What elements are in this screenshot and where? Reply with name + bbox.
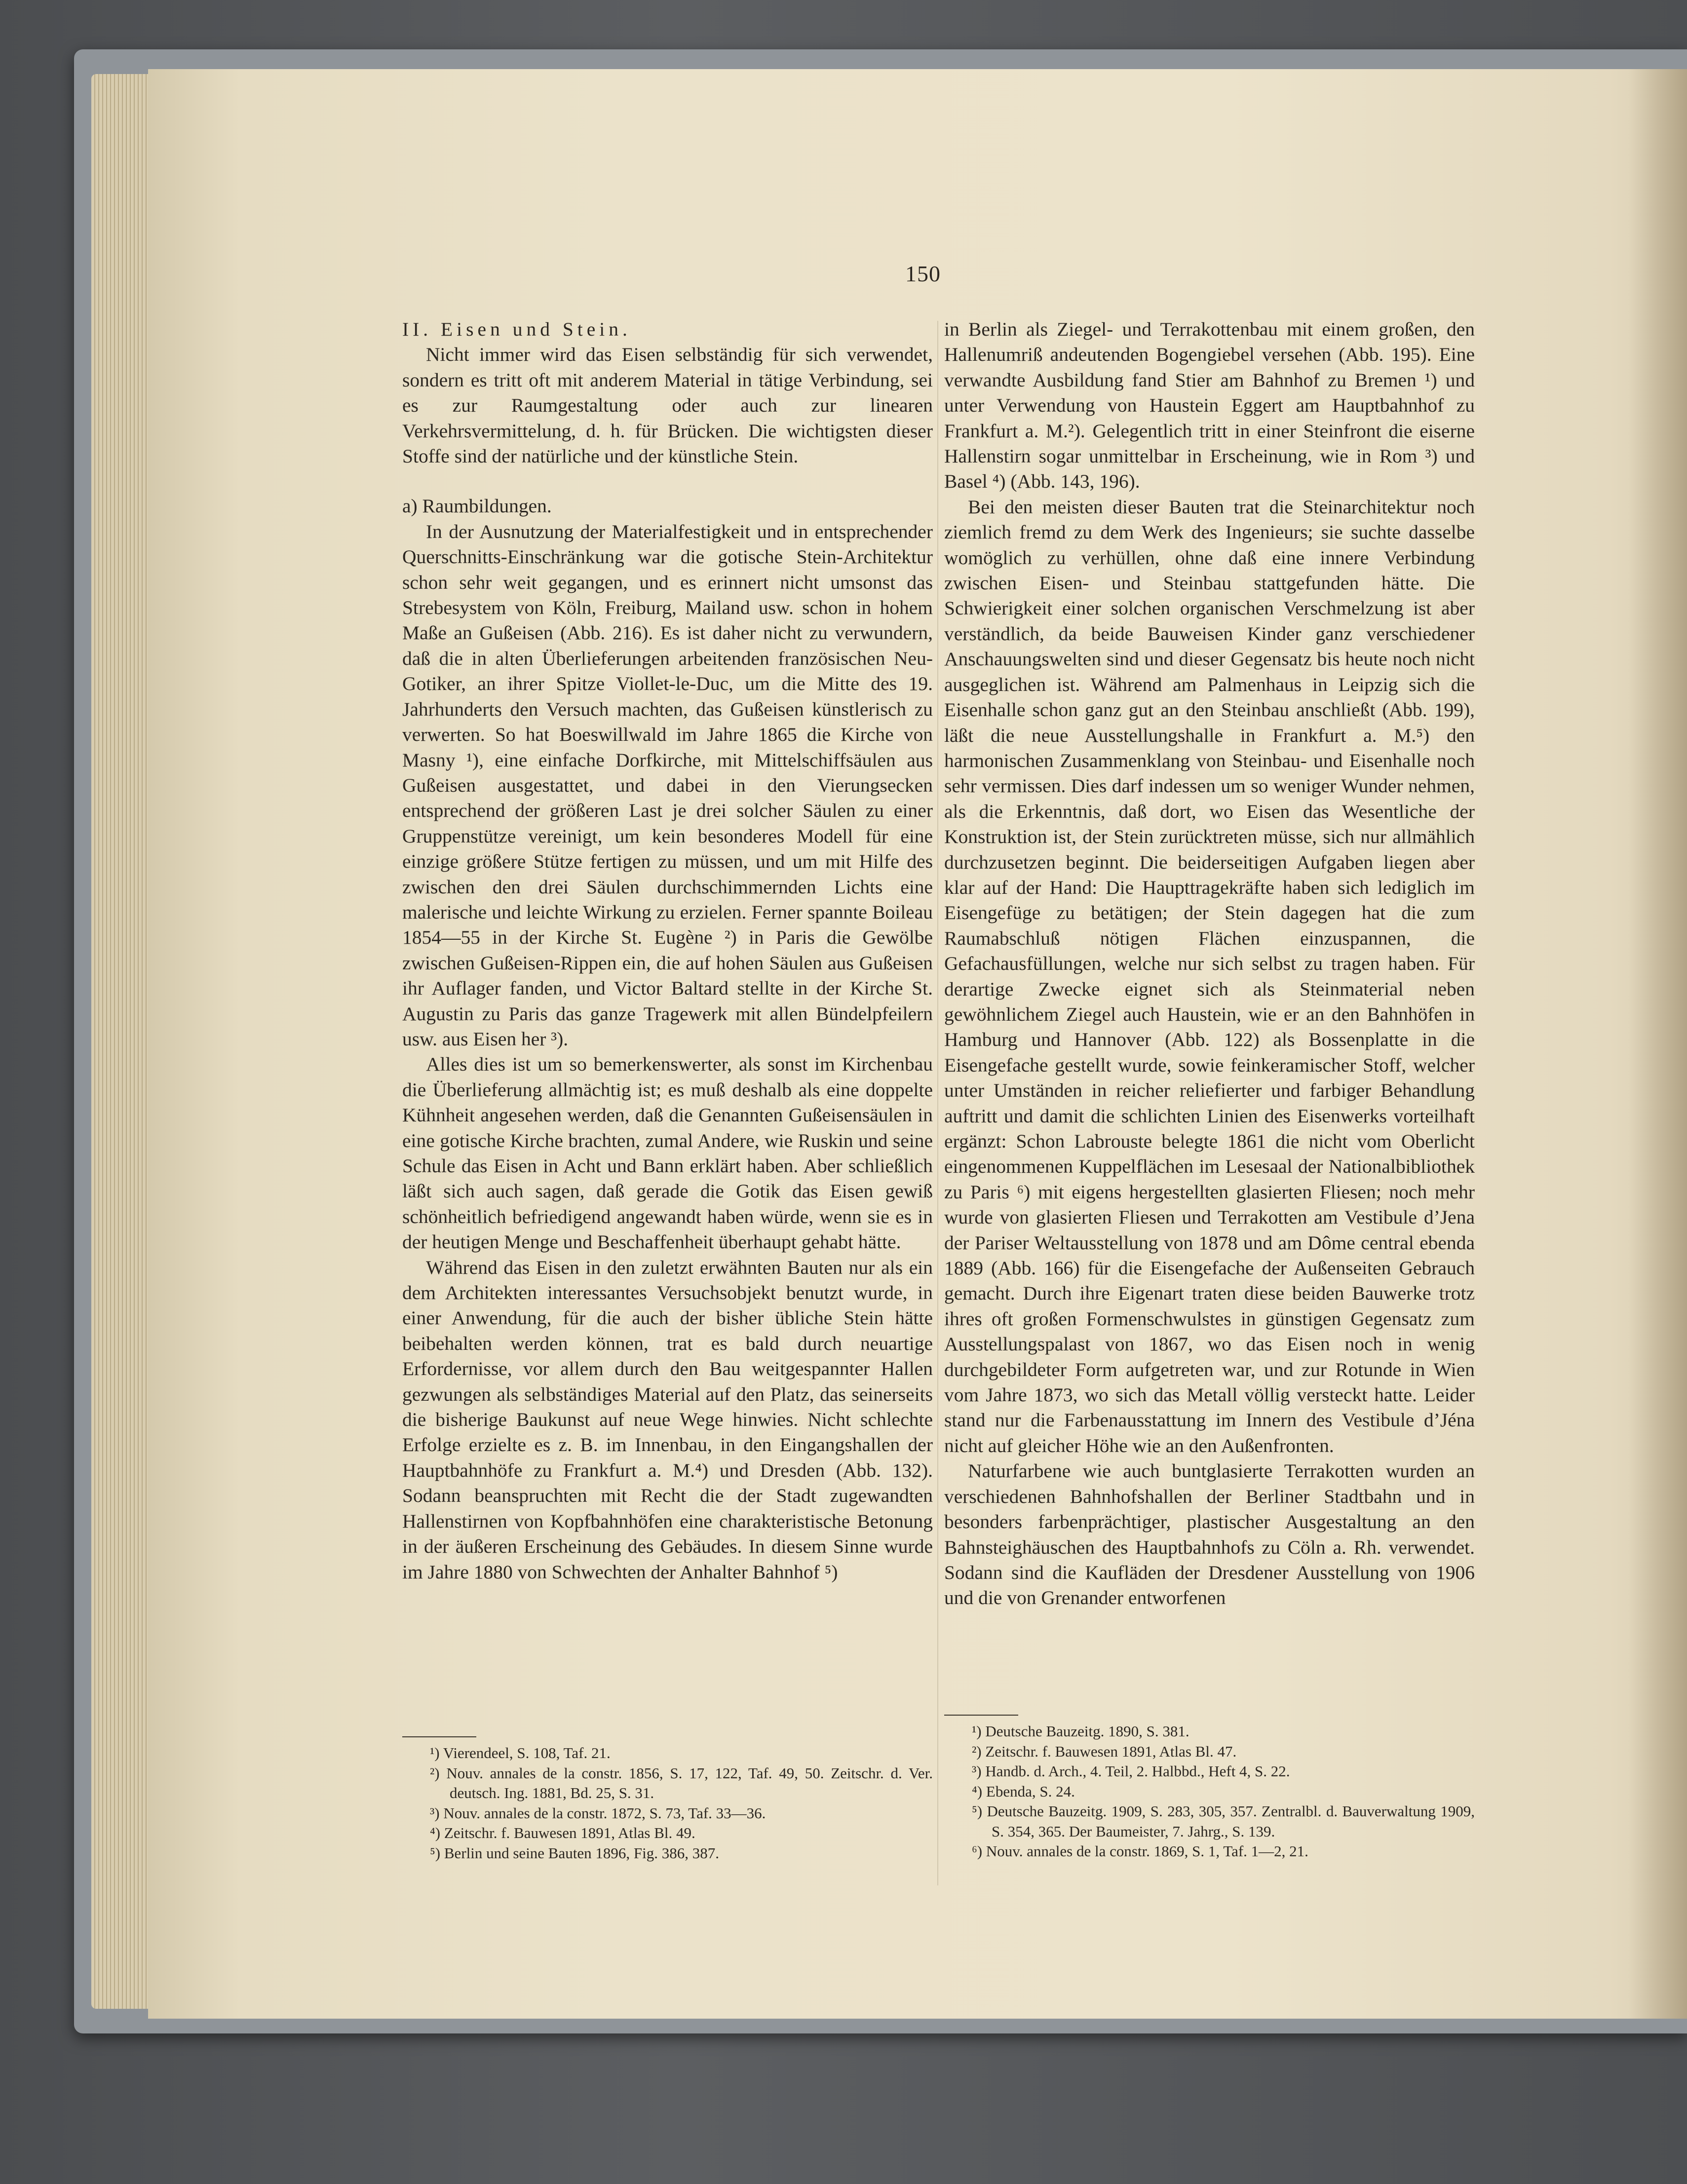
footnote: ³) Handb. d. Arch., 4. Teil, 2. Halbbd., Heft 4, S. 22. [972,1763,1290,1780]
left-column [402,317,933,1585]
gutter-shadow [1629,69,1687,2019]
footnote: ³) Nouv. annales de la constr. 1872, S. 73, Taf. 33—36. [430,1804,766,1822]
paragraph: Alles dies ist um so bemerkenswerter, als sonst im Kirchenbau die Überlieferung allmächtig ist; es muß deshalb als eine doppelte Kühnheit angesehen werden, daß die Genannten Gußeisensäulen in eine gotische Kirche brachten, zumal Andere, wie Ruskin und seine Schule das Eisen in Acht und Bann erklärt haben. Aber schließlich läßt sich auch sagen, daß gerade die Gotik das Eisen gewiß schönheitlich befriedigend angewandt haben würde, wenn sie es in der heutigen Menge und Beschaffenheit überhaupt gehabt hätte. [402,1053,933,1253]
right-column [944,317,1475,1611]
footnote: ⁶) Nouv. annales de la constr. 1869, S. 1, Taf. 1—2, 21. [972,1842,1308,1860]
footnote: ⁴) Ebenda, S. 24. [972,1782,1075,1800]
paragraph: Während das Eisen in den zuletzt erwähnten Bauten nur als ein dem Architekten interessantes Versuchsobjekt benutzt wurde, in einer Anwendung, für die auch der bisher übliche Stein hätte beibehalten werden können, trat es bald durch neuartige Erfordernisse, vor allem durch den Bau weitgespannter Hallen gezwungen als selbständiges Material auf den Platz, das seinerseits die bisherige Baukunst auf neue Wege hinwies. Nicht schlechte Erfolge erzielte es z. B. im Innenbau, in den Eingangshallen der Hauptbahnhöfe zu Frankfurt a. M.⁴) und Dresden (Abb. 132). Sodann beanspruchten mit Recht die der Stadt zugewandten Hallenstirnen von Kopfbahnhöfen eine charakteristische Betonung in der äußeren Erscheinung des Gebäudes. In diesem Sinne wurde im Jahre 1880 von Schwechten der Anhalter Bahnhof ⁵) [402,1256,933,1583]
footnotes-right [944,1722,1475,1862]
paragraph: Bei den meisten dieser Bauten trat die Steinarchitektur noch ziemlich fremd zu dem Werk des Ingenieurs; sie suchte dasselbe womöglich zu verhüllen, ohne daß eine innere Verbindung zwischen Eisen- und Steinbau stattgefunden hätte. Die Schwierigkeit einer solchen organischen Verschmelzung ist aber verständlich, da beide Bauweisen Kinder ganz verschiedener Anschauungswelten sind und dieser Gegensatz bis heute noch nicht ausgeglichen ist. Während am Palmenhaus in Leipzig sich die Eisenhalle schon ganz gut an den Steinbau anschließt (Abb. 199), läßt die neue Ausstellungshalle in Frankfurt a. M.⁵) den harmonischen Zusammenklang von Steinbau- und Eisenhalle noch sehr vermissen. Dies darf indessen um so weniger Wunder nehmen, als die Erkenntnis, daß dort, wo Eisen das Wesentliche der Konstruktion ist, der Stein zurücktreten müsse, sich nur allmählich durchzusetzen beginnt. Die beiderseitigen Aufgaben liegen aber klar auf der Hand: Die Haupttragekräfte haben sich lediglich im Eisengefüge zu betätigen; der Stein dagegen hat die zum Raumabschluß nötigen Flächen einzuspannen, die Gefachausfüllungen, welche nur sich selbst zu tragen haben. Für derartige Zwecke eignet sich als Steinmaterial neben gewöhnlichem Ziegel auch Haustein, wie er an den Bahnhöfen in Hamburg und Hannover (Abb. 122) als Bossenplatte in die Eisengefache gestellt wurde, sowie feinkeramischer Stoff, welcher unter Umständen in reicher reliefierter und farbiger Behandlung auftritt und damit die schlichten Linien des Eisenwerks vorteilhaft ergänzt: Schon Labrouste belegte 1861 die nicht vom Oberlicht eingenommenen Kuppelflächen im Lesesaal der Nationalbibliothek zu Paris ⁶) mit eigens hergestellten glasierten Fliesen; noch mehr wurde von glasierten Fliesen und Terrakotten am Vestibule d’Jena der Pariser Weltausstellung von 1878 und am Dôme central ebenda 1889 (Abb. 166) für die Eisengefache der Außenseiten Gebrauch gemacht. Durch ihre Eigenart traten diese beiden Bauwerke trotz ihres oft großen Formenschwulstes in günstigen Gegensatz zum Ausstellungspalast von 1867, wo das Eisen noch in wenig durchgebildeter Form aufgetreten war, und zur Rotunde in Wien vom Jahre 1873, wo sich das Metall völlig versteckt hatte. Leider stand nur die Farbenausstattung im Innern des Vestibule d’Jéna nicht auf gleicher Höhe wie an den Außenfronten. [944,496,1475,1456]
footnote: ⁵) Berlin und seine Bauten 1896, Fig. 386, 387. [430,1844,719,1862]
footnote: ¹) Deutsche Bauzeitg. 1890, S. 381. [972,1723,1189,1740]
footnote: ⁵) Deutsche Bauzeitg. 1909, S. 283, 305, 357. Zentralbl. d. Bauverwaltung 1909, S. 354, 365. Der Baumeister, 7. Jahrg., S. 139. [972,1802,1475,1840]
footnote: ²) Nouv. annales de la constr. 1856, S. 17, 122, Taf. 49, 50. Zeitschr. d. Ver. deutsch. Ing. 1881, Bd. 25, S. 31. [430,1764,933,1801]
paragraph: in Berlin als Ziegel- und Terrakottenbau mit einem großen, den Hallenumriß andeutenden Bogengiebel versehen (Abb. 195). Eine verwandte Ausbildung fand Stier am Bahnhof zu Bremen ¹) und unter Verwendung von Haustein Eggert am Hauptbahnhof zu Frankfurt a. M.²). Gelegentlich tritt in einer Steinfront die eiserne Hallenstirn sogar unmittelbar in Erscheinung, wie in Rom ³) und Basel ⁴) (Abb. 143, 196). [944,318,1475,493]
footnote: ¹) Vierendeel, S. 108, Taf. 21. [430,1744,611,1762]
paragraph: Naturfarbene wie auch buntglasierte Terrakotten wurden an verschiedenen Bahnhofshallen der Berliner Stadtbahn und in besonders farbenprächtiger, plastischer Ausgestaltung an den Bahnsteighäuschen des Hauptbahnhofs zu Cöln a. Rh. verwendet. Sodann sind die Kaufläden der Dresdener Ausstellung von 1906 und die von Grenander entworfenen [944,1460,1475,1609]
footnote-rule-left [402,1736,476,1737]
spacer [402,469,933,494]
page-number: 150 [905,261,941,286]
section-heading: II. Eisen und Stein. [402,318,631,340]
footnote-rule-right [944,1715,1018,1716]
paragraph: In der Ausnutzung der Materialfestigkeit und in entsprechender Querschnitts-Einschränkung war die gotische Stein-Architektur schon sehr weit gegangen, und es erinnert nicht umsonst das Strebesystem von Köln, Freiburg, Mailand usw. schon in hohem Maße an Gußeisen (Abb. 216). Es ist daher nicht zu verwundern, daß die in alten Überlieferungen arbeitenden französischen Neu-Gotiker, an ihrer Spitze Viollet-le-Duc, um die Mitte des 19. Jahrhunderts den Versuch machten, das Gußeisen künstlerisch zu verwerten. So hat Boeswillwald im Jahre 1865 die Kirche von Masny ¹), eine einfache Dorfkirche, mit Mittelschiffsäulen aus Gußeisen ausgestattet, und dabei in den Vierungsecken entsprechend der größeren Last je drei solcher Säulen zu einer Gruppenstütze vereinigt, um kein besonderes Modell für eine einzige größere Stütze fertigen zu müssen, und um mit Hilfe des zwischen den drei Säulen durchschimmernden Lichts eine malerische und leichte Wirkung zu erzielen. Ferner spannte Boileau 1854—55 in der Kirche St. Eugène ²) in Paris die Gewölbe zwischen Gußeisen-Rippen ein, die auf hohen Säulen aus Gußeisen ihr Auflager fanden, und Victor Baltard stellte in der Kirche St. Augustin zu Paris das ganze Tragewerk mit allen Bündelpfeilern usw. aus Eisen her ³). [402,520,933,1050]
footnotes-left [402,1743,933,1863]
subheading: a) Raumbildungen. [402,495,552,517]
footnote: ⁴) Zeitschr. f. Bauwesen 1891, Atlas Bl. 49. [430,1824,695,1841]
footnote: ²) Zeitschr. f. Bauwesen 1891, Atlas Bl. 47. [972,1742,1237,1760]
intro-paragraph: Nicht immer wird das Eisen selbständig für sich verwendet, sondern es tritt oft mit anderem Material in tätige Verbindung, sei es zur Raumgestaltung oder auch zur linearen Verkehrsvermittelung, d. h. für Brücken. Die wichtigsten dieser Stoffe sind der natürliche und der künstliche Stein. [402,344,933,467]
column-divider [937,321,938,1885]
